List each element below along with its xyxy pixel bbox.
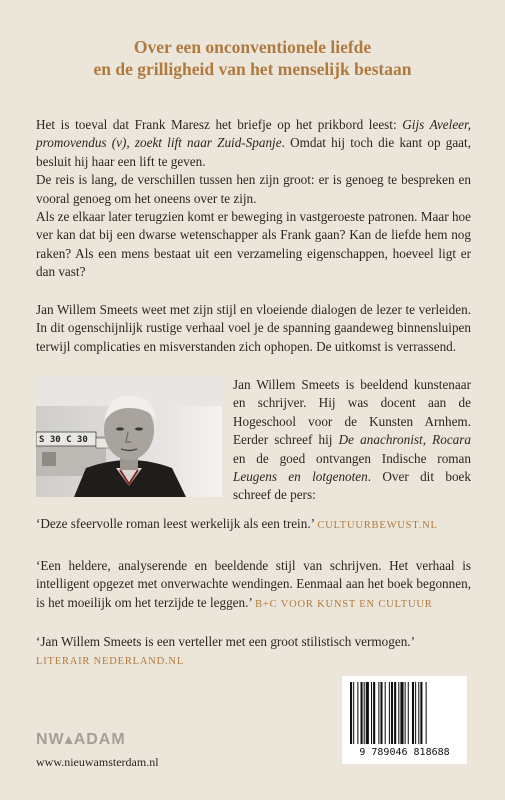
publisher-website: www.nieuwamsterdam.nl bbox=[36, 755, 159, 769]
quote-text: ‘Deze sfeervolle roman leest werkelijk als een trein.’ bbox=[36, 516, 315, 531]
headline-line-1: Over een onconventionele liefde bbox=[133, 37, 372, 57]
author-bio bbox=[233, 376, 471, 505]
blurb-text: Het is toeval dat Frank Maresz het briefje op het prikbord leest: bbox=[36, 117, 403, 132]
blurb-paragraph-3: Als ze elkaar later terugzien komt er beweging in vastgeroeste patronen. Maar hoe ver kan dat bij een dwarse wetenschapper als Frank gaan? Kan de liefde hem nog raken? Als een mens bestaat uit een verzameling eigenschappen, hoeveel ligt er dan vast? bbox=[36, 209, 471, 280]
press-quote-2 bbox=[36, 557, 471, 614]
quote-source: LITERAIR NEDERLAND.NL bbox=[36, 656, 185, 668]
bio-text: en de goed ontvangen Indische roman bbox=[233, 450, 471, 466]
bio-text: , bbox=[422, 432, 433, 448]
blurb-text: . Omdat hij toch die kant op gaat, besluit hij haar een lift te geven. bbox=[36, 135, 471, 169]
press-quote-3 bbox=[36, 633, 471, 672]
publisher-logo: NW▴ADAM bbox=[36, 731, 126, 748]
quote-source: B+C VOOR KUNST EN CULTUUR bbox=[255, 598, 433, 610]
quote-text: ‘Een heldere, analyserende en beeldende stijl van schrijven. Het verhaal is intelligent opgezet met onverwachte wendingen. Eenmaal aan het boek begonnen, is het moeilijk om het terzijde te leggen.’ bbox=[36, 558, 471, 610]
book-title: De anachronist bbox=[338, 432, 423, 448]
bio-text: . Over dit boek schreef de pers: bbox=[233, 469, 471, 503]
blurb-block bbox=[36, 116, 471, 282]
barcode-bars bbox=[342, 676, 467, 746]
author-photo bbox=[36, 376, 222, 497]
blurb-paragraph-2: De reis is lang, de verschillen tussen hen zijn groot: er is genoeg te bespreken en vooral genoeg om het oneens over te zijn. bbox=[36, 172, 471, 206]
book-title: Rocara bbox=[432, 432, 471, 448]
quote-text: ‘Jan Willem Smeets is een verteller met een groot stilistisch vermogen.’ bbox=[36, 634, 415, 649]
isbn-number: 9 789046 818688 bbox=[359, 747, 450, 758]
isbn-barcode bbox=[342, 676, 467, 764]
author-style-paragraph bbox=[36, 301, 471, 356]
bio-text: Jan Willem Smeets is beeldend kunstenaar en schrijver. Hij was docent aan de Hogeschool voor de Kunsten Arnhem. Eerder schreef hij bbox=[233, 377, 471, 448]
headline bbox=[0, 36, 505, 80]
headline-line-2: en de grilligheid van het menselijk bestaan bbox=[93, 59, 412, 79]
quote-source: CULTUURBEWUST.NL bbox=[317, 520, 438, 531]
press-quote-1 bbox=[36, 515, 471, 535]
blurb-paragraph-4: Jan Willem Smeets weet met zijn stijl en vloeiende dialogen de lezer te verleiden. In dit ogenschijnlijk rustige verhaal voel je de spanning gaandeweg binnensluipen terwijl complicaties en misverstanden zich ophopen. De uitkomst is verrassend. bbox=[36, 302, 471, 354]
book-title: Leugens en lotgenoten bbox=[233, 469, 368, 485]
photo-plate-text: S 30 C 30 bbox=[39, 435, 88, 445]
bio-paragraph bbox=[233, 376, 471, 505]
note-quote: Gijs Aveleer, promovendus (v), zoekt lift naar Zuid-Spanje bbox=[36, 117, 472, 151]
blurb-paragraph-1 bbox=[36, 116, 471, 171]
